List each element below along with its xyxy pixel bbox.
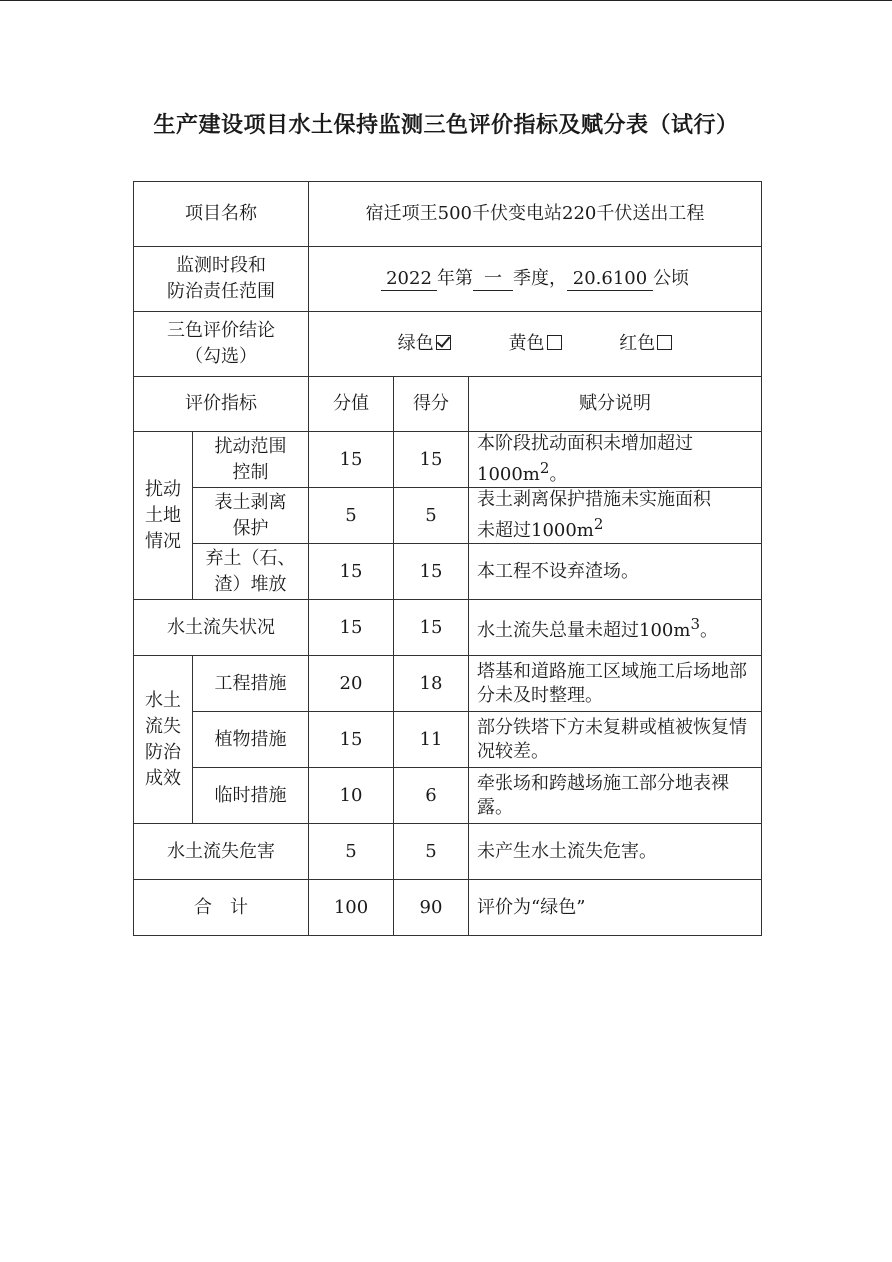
- checkbox-empty-icon[interactable]: [547, 335, 562, 350]
- page-top-border: [0, 0, 892, 1]
- year-suffix: 年第: [437, 268, 473, 289]
- score-note: 未产生水土流失危害。: [469, 824, 762, 880]
- indicator-label: 工程措施: [193, 656, 309, 712]
- conclusion-label: [134, 312, 309, 377]
- score-value: 15: [309, 712, 394, 768]
- table-row: [134, 656, 762, 712]
- header-indicator: 评价指标: [134, 377, 309, 432]
- period-value: [309, 247, 762, 312]
- total-value: 100: [309, 880, 394, 936]
- table-row: [134, 488, 762, 544]
- checkbox-empty-icon[interactable]: [657, 335, 672, 350]
- score-got: 5: [394, 824, 469, 880]
- score-got: 15: [394, 600, 469, 656]
- score-got: 18: [394, 656, 469, 712]
- conclusion-options: [309, 312, 762, 377]
- table-row: [134, 712, 762, 768]
- quarter-value: 一: [473, 268, 513, 291]
- group-control-label: [134, 656, 193, 824]
- group-label-line: 流失: [145, 715, 181, 737]
- year-value: 2022: [381, 268, 437, 291]
- total-note: 评价为“绿色”: [469, 880, 762, 936]
- total-row: [134, 880, 762, 936]
- period-label: [134, 247, 309, 312]
- checkbox-checked-icon[interactable]: [436, 335, 451, 350]
- indicator-label: [193, 488, 309, 544]
- score-note: [469, 488, 762, 544]
- group-disturbance-label: [134, 432, 193, 600]
- table-row: [134, 432, 762, 488]
- group-label-line: 成效: [145, 767, 181, 789]
- header-row: [134, 377, 762, 432]
- conclusion-label-line1: 三色评价结论: [167, 320, 275, 341]
- option-green[interactable]: [398, 331, 451, 357]
- note-line: 本阶段扰动面积未增加超过: [477, 433, 693, 454]
- option-yellow[interactable]: [509, 331, 562, 357]
- indicator-label: [193, 544, 309, 600]
- score-value: 5: [309, 488, 394, 544]
- note-tail: 。: [549, 464, 568, 485]
- project-row: [134, 182, 762, 247]
- project-name: 宿迁项王500千伏变电站220千伏送出工程: [309, 182, 762, 247]
- indicator-label-line: 保护: [232, 517, 269, 539]
- header-note: 赋分说明: [469, 377, 762, 432]
- indicator-label: 植物措施: [193, 712, 309, 768]
- score-value: 5: [309, 824, 394, 880]
- note-tail: 。: [699, 620, 718, 641]
- score-value: 15: [309, 600, 394, 656]
- score-value: 15: [309, 544, 394, 600]
- indicator-label: 临时措施: [193, 768, 309, 824]
- score-got: 5: [394, 488, 469, 544]
- indicator-label: [193, 432, 309, 488]
- score-note: [469, 432, 762, 488]
- note-line: [477, 456, 753, 487]
- score-note: 塔基和道路施工区域施工后场地部分未及时整理。: [469, 656, 762, 712]
- indicator-label-line: 控制: [232, 461, 269, 483]
- score-value: 15: [309, 432, 394, 488]
- indicator-label-line: 渣）堆放: [214, 573, 287, 595]
- area-unit: 公顷: [653, 268, 689, 289]
- total-label: 合 计: [134, 880, 309, 936]
- table-row: [134, 600, 762, 656]
- score-got: 6: [394, 768, 469, 824]
- indicator-label: 水土流失危害: [134, 824, 309, 880]
- project-label: 项目名称: [134, 182, 309, 247]
- indicator-label-line: 扰动范围: [214, 435, 287, 457]
- score-note: [469, 600, 762, 656]
- group-label-line: 水土: [145, 689, 181, 711]
- period-label-line1: 监测时段和: [176, 255, 266, 276]
- option-red[interactable]: [619, 331, 672, 357]
- period-label-line2: 防治责任范围: [167, 281, 275, 302]
- conclusion-row: [134, 312, 762, 377]
- option-green-label: 绿色: [397, 333, 434, 354]
- score-note: 本工程不设弃渣场。: [469, 544, 762, 600]
- note-text: 未超过1000m: [477, 520, 594, 541]
- note-line: [477, 512, 753, 543]
- evaluation-table: [133, 181, 762, 936]
- note-line: 表土剥离保护措施未实施面积: [477, 489, 711, 510]
- note-sup: 2: [593, 515, 604, 533]
- score-got: 11: [394, 712, 469, 768]
- score-note: 部分铁塔下方未复耕或植被恢复情况较差。: [469, 712, 762, 768]
- note-text: 1000m: [477, 464, 540, 485]
- score-got: 15: [394, 544, 469, 600]
- table-row: [134, 544, 762, 600]
- period-row: [134, 247, 762, 312]
- group-label-line: 扰动: [145, 478, 181, 500]
- indicator-label: 水土流失状况: [134, 600, 309, 656]
- group-label-line: 情况: [145, 530, 181, 552]
- score-value: 20: [309, 656, 394, 712]
- document-title: 生产建设项目水土保持监测三色评价指标及赋分表（试行）: [153, 112, 739, 138]
- conclusion-label-line2: （勾选）: [185, 346, 257, 367]
- group-label-line: 土地: [145, 504, 181, 526]
- note-text: 水土流失总量未超过100m: [477, 620, 691, 641]
- indicator-label-line: 表土剥离: [214, 491, 287, 513]
- table-row: [134, 768, 762, 824]
- note-sup: 3: [690, 615, 700, 633]
- score-note: 牵张场和跨越场施工部分地表裸露。: [469, 768, 762, 824]
- area-value: 20.6100: [567, 268, 653, 291]
- table-row: [134, 824, 762, 880]
- header-score-value: 分值: [309, 377, 394, 432]
- quarter-suffix: 季度，: [513, 268, 567, 289]
- total-score: 90: [394, 880, 469, 936]
- score-value: 10: [309, 768, 394, 824]
- indicator-label-line: 弃土（石、: [205, 547, 296, 569]
- option-yellow-label: 黄色: [508, 333, 545, 354]
- note-sup: 2: [539, 459, 550, 477]
- group-label-line: 防治: [145, 741, 181, 763]
- score-got: 15: [394, 432, 469, 488]
- option-red-label: 红色: [619, 333, 656, 354]
- header-score-got: 得分: [394, 377, 469, 432]
